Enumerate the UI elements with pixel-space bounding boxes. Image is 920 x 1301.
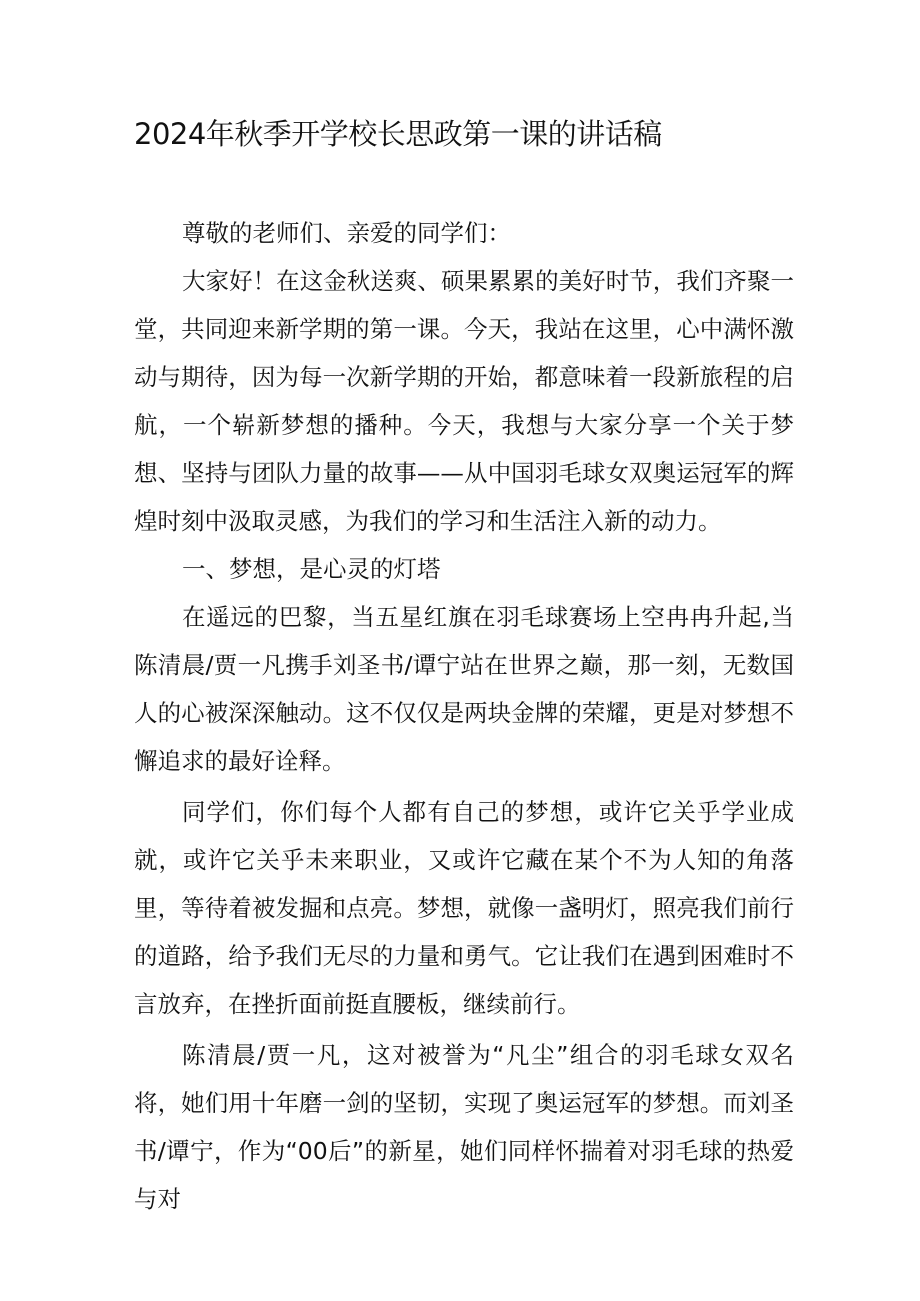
document-body xyxy=(134,209,794,1223)
paris-paragraph: 在遥远的巴黎，当五星红旗在羽毛球赛场上空冉冉升起,当陈清晨/贾一凡携手刘圣书/谭宁站在世界之巅，那一刻，无数国人的心被深深触动。这不仅仅是两块金牌的荣耀，更是对梦想不懈追求的最好诠释。 xyxy=(134,603,794,775)
greeting-paragraph: 大家好！在这金秋送爽、硕果累累的美好时节，我们齐聚一堂，共同迎来新学期的第一课。今天，我站在这里，心中满怀激动与期待，因为每一次新学期的开始，都意味着一段新旅程的启航，一个崭新梦想的播种。今天，我想与大家分享一个关于梦想、坚持与团队力量的故事——从中国羽毛球女双奥运冠军的辉煌时刻中汲取灵感，为我们的学习和生活注入新的动力。 xyxy=(134,267,794,535)
dream-paragraph: 同学们，你们每个人都有自己的梦想，或许它关乎学业成就，或许它关乎未来职业，又或许它藏在某个不为人知的角落里，等待着被发掘和点亮。梦想，就像一盏明灯，照亮我们前行的道路，给予我们无尽的力量和勇气。它让我们在遇到困难时不言放弃，在挫折面前挺直腰板，继续前行。 xyxy=(134,798,794,1018)
salutation-paragraph: 尊敬的老师们、亲爱的同学们： xyxy=(182,219,511,247)
champions-paragraph: 陈清晨/贾一凡，这对被誉为“凡尘”组合的羽毛球女双名将，她们用十年磨一剑的坚韧，实现了奥运冠军的梦想。而刘圣书/谭宁，作为“00后”的新星，她们同样怀揣着对羽毛球的热爱与对 xyxy=(134,1041,794,1213)
section-heading: 一、梦想，是心灵的灯塔 xyxy=(182,555,441,583)
document-title: 2024年秋季开学校长思政第一课的讲话稿 xyxy=(134,117,662,151)
